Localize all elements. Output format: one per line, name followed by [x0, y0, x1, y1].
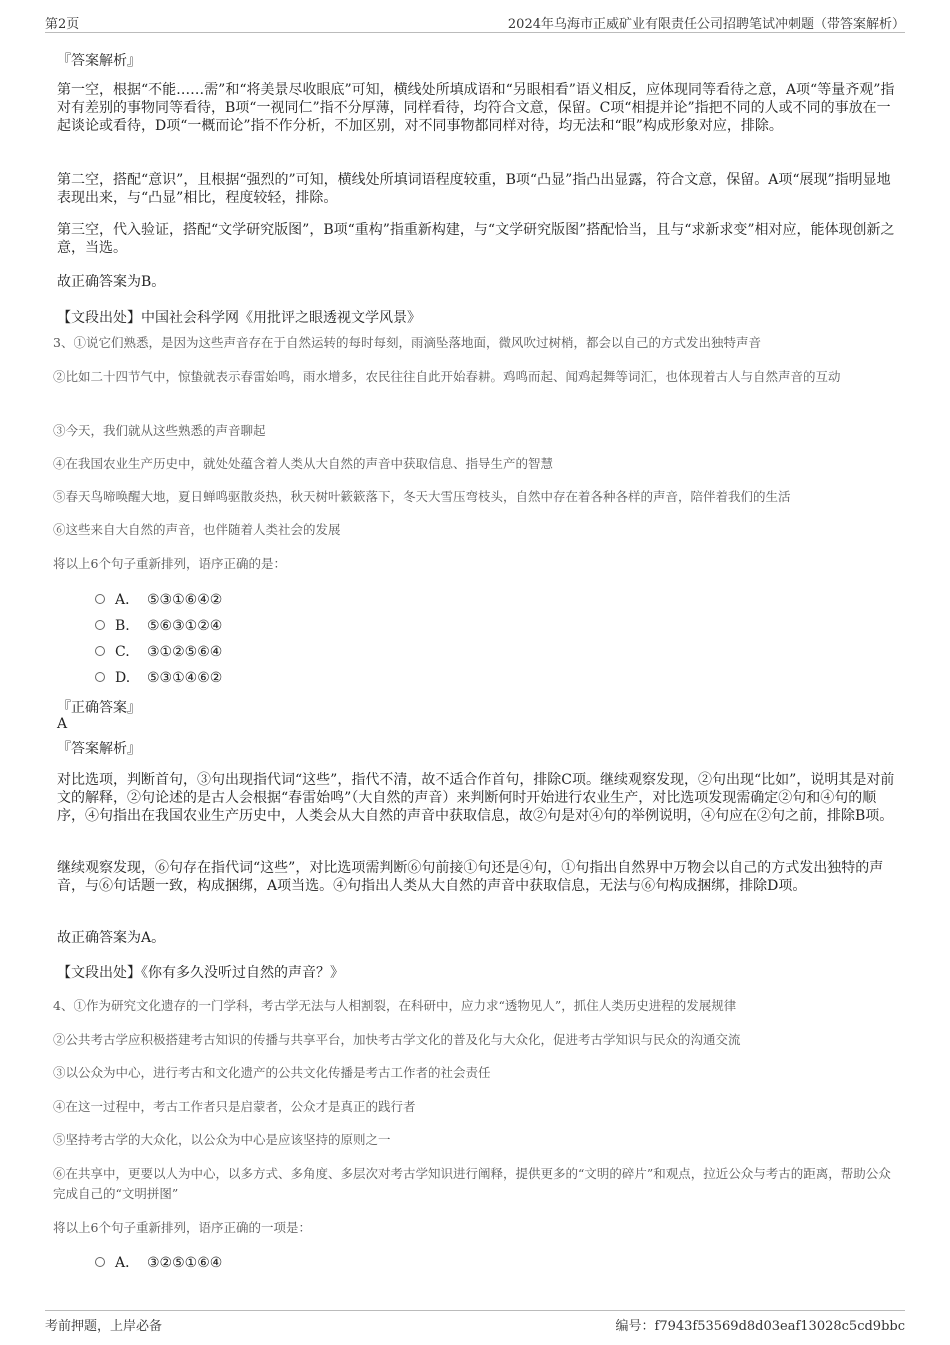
option-a[interactable]: A． ③②⑤①⑥④: [95, 1253, 222, 1273]
document-title: 2024年乌海市正威矿业有限责任公司招聘笔试冲刺题（带答案解析）: [507, 17, 905, 32]
radio-icon[interactable]: [95, 594, 105, 604]
page-header: [45, 10, 905, 33]
radio-icon[interactable]: [95, 1257, 105, 1267]
analysis-paragraph: 第三空，代入验证，搭配“文学研究版图”，B项“重构”指重新构建，与“文学研究版图”搭配恰当，且与“求新求变”相对应，能体现创新之意，当选。: [57, 222, 895, 256]
question-sentence: ③以公众为中心，进行考古和文化遗产的公共文化传播是考古工作者的社会责任: [53, 1065, 491, 1080]
page-number: 第2页: [45, 17, 80, 32]
analysis-label: 『答案解析』: [57, 741, 141, 757]
conclusion: 故正确答案为A。: [57, 930, 166, 946]
correct-answer: A: [57, 716, 68, 732]
question-sentence: 3、①说它们熟悉，是因为这些声音存在于自然运转的每时每刻，雨滴坠落地面，微风吹过树梢，都会以自己的方式发出独特声音: [53, 335, 761, 350]
option-a[interactable]: A． ⑤③①⑥④②: [95, 590, 222, 610]
analysis-paragraph: 第二空，搭配“意识”，且根据“强烈的”可知，横线处所填词语程度较重，B项“凸显”指凸出显露，符合文意，保留。A项“展现”指明显地表现出来，与“凸显”相比，程度较轻，排除。: [57, 172, 891, 206]
source-citation: 【文段出处】中国社会科学网《用批评之眼透视文学风景》: [57, 310, 421, 326]
question-sentence: ②公共考古学应积极搭建考古知识的传播与共享平台，加快考古学文化的普及化与大众化，促进考古学知识与民众的沟通交流: [53, 1032, 741, 1047]
question-sentence: ⑤春天鸟啼唤醒大地，夏日蝉鸣驱散炎热，秋天树叶簌簌落下，冬天大雪压弯枝头，自然中存在着各种各样的声音，陪伴着我们的生活: [53, 489, 791, 504]
document-id: 编号：f7943f53569d8d03eaf13028c5cd9bbc: [615, 1319, 905, 1334]
analysis-paragraph: 继续观察发现，⑥句存在指代词“这些”，对比选项需判断⑥句前接①句还是④句，①句指出自然界中万物会以自己的方式发出独特的声音，与⑥句话题一致，构成捆绑，A项当选。④句指出人类从大自然的声音中获取信息，无法与⑥句构成捆绑，排除D项。: [57, 860, 884, 894]
question-sentence: ⑤坚持考古学的大众化，以公众为中心是应该坚持的原则之一: [53, 1132, 391, 1147]
source-citation: 【文段出处】《你有多久没听过自然的声音？》: [57, 965, 344, 981]
analysis-paragraph: 第一空，根据“不能……需”和“将美景尽收眼底”可知，横线处所填成语和“另眼相看”语义相反，应体现同等看待之意，A项“等量齐观”指对有差别的事物同等看待，B项“一视同仁”指不分厚薄，同样看待，均符合文意，保留。C项“相提并论”指把不同的人或不同的事放在一起谈论或看待，D项“一概而论”指不作分析，不加区别，对不同事物都同样对待，均无法和“眼”构成形象对应，排除。: [57, 82, 895, 134]
question-sentence: ③今天，我们就从这些熟悉的声音聊起: [53, 423, 266, 438]
conclusion: 故正确答案为B。: [57, 274, 166, 290]
page-footer: [45, 1310, 905, 1335]
question-prompt: 将以上6个句子重新排列，语序正确的一项是：: [53, 1220, 311, 1235]
correct-answer-label: 『正确答案』: [57, 700, 141, 716]
radio-icon[interactable]: [95, 646, 105, 656]
question-prompt: 将以上6个句子重新排列，语序正确的是：: [53, 556, 286, 571]
question-sentence: ②比如二十四节气中，惊蛰就表示春雷始鸣，雨水增多，农民往往自此开始春耕。鸡鸣而起、闻鸡起舞等词汇，也体现着古人与自然声音的互动: [53, 369, 841, 384]
question-sentence: ⑥在共享中，更要以人为中心，以多方式、多角度、多层次对考古学知识进行阐释，提供更多的“文明的碎片”和观点，拉近公众与考古的距离，帮助公众完成自己的“文明拼图”: [53, 1166, 891, 1201]
analysis-paragraph: 对比选项，判断首句，③句出现指代词“这些”，指代不清，故不适合作首句，排除C项。继续观察发现，②句出现“比如”，说明其是对前文的解释，②句论述的是古人会根据“春雷始鸣”（大自然的声音）来判断何时开始进行农业生产，对比选项发现需确定②句和④句的顺序，④句指出在我国农业生产历史中，人类会从大自然的声音中获取信息，故②句是对④句的举例说明，④句应在②句之前，排除B项。: [57, 772, 895, 824]
radio-icon[interactable]: [95, 620, 105, 630]
question-sentence: ⑥这些来自大自然的声音，也伴随着人类社会的发展: [53, 522, 341, 537]
question-sentence: 4、①作为研究文化遗存的一门学科，考古学无法与人相割裂，在科研中，应力求“透物见人”，抓住人类历史进程的发展规律: [53, 998, 737, 1013]
option-c[interactable]: C. ③①②⑤⑥④: [95, 642, 222, 662]
footer-slogan: 考前押题，上岸必备: [45, 1319, 163, 1334]
radio-icon[interactable]: [95, 672, 105, 682]
question-sentence: ④在我国农业生产历史中，就处处蕴含着人类从大自然的声音中获取信息、指导生产的智慧: [53, 456, 554, 471]
question-sentence: ④在这一过程中，考古工作者只是启蒙者，公众才是真正的践行者: [53, 1099, 416, 1114]
option-d[interactable]: D. ⑤③①④⑥②: [95, 668, 222, 688]
analysis-label: 『答案解析』: [57, 53, 141, 69]
option-b[interactable]: B. ⑤⑥③①②④: [95, 616, 222, 636]
